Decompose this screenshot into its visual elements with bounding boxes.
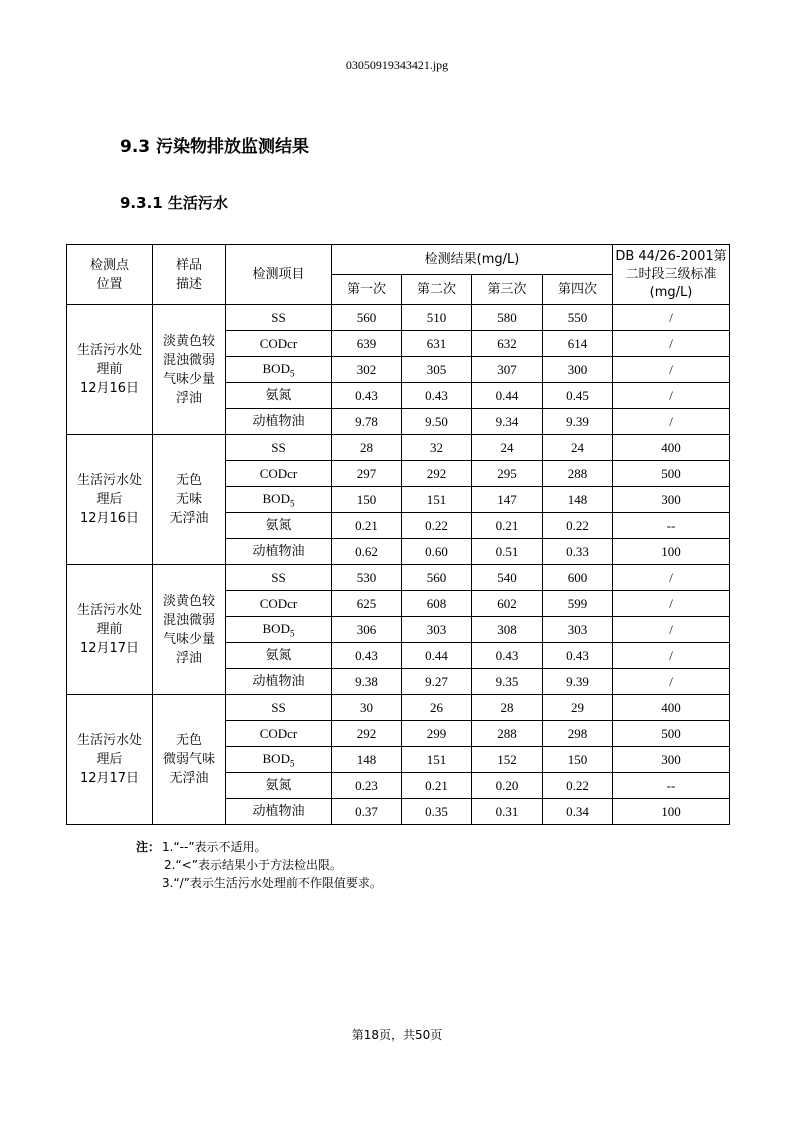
- value-cell: 151: [402, 747, 472, 773]
- value-cell: 152: [472, 747, 543, 773]
- value-cell: 0.33: [543, 539, 613, 565]
- header-sample: [153, 245, 226, 305]
- value-cell: 540: [472, 565, 543, 591]
- value-cell: 0.43: [332, 383, 402, 409]
- item-label: SS: [271, 569, 286, 585]
- header-results: 检测结果(mg/L): [332, 245, 613, 275]
- notes: [136, 838, 382, 892]
- item-label: 动植物油: [252, 544, 305, 559]
- item-label: CODcr: [259, 595, 298, 611]
- item-cell: [226, 357, 332, 383]
- item-cell: [226, 773, 332, 799]
- value-cell: 9.39: [543, 409, 613, 435]
- value-cell: 302: [332, 357, 402, 383]
- standard-cell: 400: [613, 435, 730, 461]
- value-cell: 147: [472, 487, 543, 513]
- item-cell: [226, 539, 332, 565]
- standard-cell: 300: [613, 487, 730, 513]
- value-cell: 303: [543, 617, 613, 643]
- table-row: [67, 565, 730, 591]
- item-label: CODcr: [259, 335, 298, 351]
- note-item: 1.“--”表示不适用。: [162, 840, 267, 854]
- value-cell: 0.31: [472, 799, 543, 825]
- value-cell: 510: [402, 305, 472, 331]
- item-label: BOD: [262, 490, 290, 506]
- note-item: 3.“/”表示生活污水处理前不作限值要求。: [162, 876, 382, 890]
- value-cell: 0.21: [472, 513, 543, 539]
- value-cell: 9.50: [402, 409, 472, 435]
- value-cell: 26: [402, 695, 472, 721]
- value-cell: 299: [402, 721, 472, 747]
- item-label: 动植物油: [252, 804, 305, 819]
- standard-cell: /: [613, 409, 730, 435]
- note-item: 2.“<”表示结果小于方法检出限。: [164, 858, 342, 872]
- value-cell: 0.60: [402, 539, 472, 565]
- value-cell: 24: [543, 435, 613, 461]
- item-label: 氨氮: [265, 388, 292, 403]
- value-cell: 550: [543, 305, 613, 331]
- item-subscript: 5: [289, 628, 295, 639]
- standard-cell: /: [613, 305, 730, 331]
- value-cell: 0.43: [402, 383, 472, 409]
- value-cell: 0.44: [402, 643, 472, 669]
- description-cell: 淡黄色较混浊微弱气味少量浮油: [153, 305, 226, 435]
- standard-cell: 400: [613, 695, 730, 721]
- value-cell: 0.51: [472, 539, 543, 565]
- value-cell: 0.22: [543, 513, 613, 539]
- item-label: BOD: [262, 750, 290, 766]
- item-cell: [226, 513, 332, 539]
- item-cell: [226, 435, 332, 461]
- value-cell: 288: [543, 461, 613, 487]
- value-cell: 0.21: [332, 513, 402, 539]
- notes-label: 注：: [136, 840, 161, 854]
- item-label: 氨氮: [265, 518, 292, 533]
- standard-cell: /: [613, 357, 730, 383]
- item-cell: [226, 799, 332, 825]
- standard-cell: 500: [613, 721, 730, 747]
- page-header-filename: 03050919343421.jpg: [345, 58, 449, 72]
- value-cell: 530: [332, 565, 402, 591]
- item-label: 动植物油: [252, 674, 305, 689]
- value-cell: 9.39: [543, 669, 613, 695]
- item-label: 氨氮: [265, 778, 292, 793]
- value-cell: 0.37: [332, 799, 402, 825]
- item-subscript: 5: [289, 368, 295, 379]
- value-cell: 0.23: [332, 773, 402, 799]
- results-table-body: [67, 305, 730, 825]
- value-cell: 150: [332, 487, 402, 513]
- value-cell: 297: [332, 461, 402, 487]
- value-cell: 148: [543, 487, 613, 513]
- standard-cell: 500: [613, 461, 730, 487]
- standard-cell: /: [613, 617, 730, 643]
- value-cell: 9.78: [332, 409, 402, 435]
- results-table: [66, 244, 730, 825]
- description-cell: 无色 微弱气味 无浮油: [153, 695, 226, 825]
- table-row: [67, 305, 730, 331]
- value-cell: 0.43: [472, 643, 543, 669]
- value-cell: 28: [332, 435, 402, 461]
- header-sample-text: 样品 描述: [175, 257, 202, 292]
- value-cell: 32: [402, 435, 472, 461]
- subsection-title: 9.3.1 生活污水: [120, 194, 228, 212]
- value-cell: 0.35: [402, 799, 472, 825]
- value-cell: 632: [472, 331, 543, 357]
- item-cell: [226, 643, 332, 669]
- value-cell: 306: [332, 617, 402, 643]
- value-cell: 300: [543, 357, 613, 383]
- page-footer: 第18页，共50页: [351, 1028, 443, 1042]
- value-cell: 608: [402, 591, 472, 617]
- description-cell: 无色 无味 无浮油: [153, 435, 226, 565]
- value-cell: 150: [543, 747, 613, 773]
- item-label: CODcr: [259, 725, 298, 741]
- item-cell: [226, 565, 332, 591]
- header-round-4: 第四次: [543, 275, 613, 305]
- item-cell: [226, 409, 332, 435]
- item-cell: [226, 305, 332, 331]
- location-cell: 生活污水处理后 12月17日: [67, 695, 153, 825]
- item-label: SS: [271, 439, 286, 455]
- header-point: [67, 245, 153, 305]
- standard-cell: /: [613, 669, 730, 695]
- value-cell: 0.21: [402, 773, 472, 799]
- item-subscript: 5: [289, 758, 295, 769]
- item-cell: [226, 617, 332, 643]
- value-cell: 0.43: [332, 643, 402, 669]
- value-cell: 305: [402, 357, 472, 383]
- value-cell: 560: [402, 565, 472, 591]
- item-cell: [226, 669, 332, 695]
- item-cell: [226, 591, 332, 617]
- value-cell: 9.38: [332, 669, 402, 695]
- item-label: BOD: [262, 620, 290, 636]
- value-cell: 0.43: [543, 643, 613, 669]
- section-title: 9.3 污染物排放监测结果: [120, 137, 310, 157]
- value-cell: 0.62: [332, 539, 402, 565]
- standard-cell: 300: [613, 747, 730, 773]
- item-label: 氨氮: [265, 648, 292, 663]
- header-standard: [613, 245, 730, 305]
- value-cell: 148: [332, 747, 402, 773]
- item-cell: [226, 695, 332, 721]
- value-cell: 0.22: [543, 773, 613, 799]
- item-label: 动植物油: [252, 414, 305, 429]
- value-cell: 580: [472, 305, 543, 331]
- value-cell: 639: [332, 331, 402, 357]
- value-cell: 288: [472, 721, 543, 747]
- value-cell: 28: [472, 695, 543, 721]
- value-cell: 625: [332, 591, 402, 617]
- value-cell: 307: [472, 357, 543, 383]
- value-cell: 631: [402, 331, 472, 357]
- description-cell: 淡黄色较混浊微弱气味少量浮油: [153, 565, 226, 695]
- header-point-text: 检测点 位置: [89, 257, 129, 292]
- item-cell: [226, 461, 332, 487]
- header-item: 检测项目: [226, 245, 332, 305]
- value-cell: 303: [402, 617, 472, 643]
- header-round-2: 第二次: [402, 275, 472, 305]
- standard-cell: --: [613, 773, 730, 799]
- location-cell: 生活污水处理前 12月16日: [67, 305, 153, 435]
- value-cell: 560: [332, 305, 402, 331]
- value-cell: 0.22: [402, 513, 472, 539]
- header-round-1: 第一次: [332, 275, 402, 305]
- standard-cell: /: [613, 383, 730, 409]
- value-cell: 602: [472, 591, 543, 617]
- value-cell: 0.20: [472, 773, 543, 799]
- header-standard-text: DB 44/26-2001第二时段三级标准(mg/L): [615, 248, 727, 300]
- location-cell: 生活污水处理前 12月17日: [67, 565, 153, 695]
- standard-cell: 100: [613, 799, 730, 825]
- item-cell: [226, 721, 332, 747]
- item-label: CODcr: [259, 465, 298, 481]
- value-cell: 24: [472, 435, 543, 461]
- location-cell: 生活污水处理后 12月16日: [67, 435, 153, 565]
- value-cell: 308: [472, 617, 543, 643]
- value-cell: 0.45: [543, 383, 613, 409]
- value-cell: 292: [402, 461, 472, 487]
- table-row: [67, 435, 730, 461]
- standard-cell: --: [613, 513, 730, 539]
- standard-cell: /: [613, 331, 730, 357]
- item-cell: [226, 747, 332, 773]
- item-cell: [226, 331, 332, 357]
- value-cell: 292: [332, 721, 402, 747]
- value-cell: 298: [543, 721, 613, 747]
- item-subscript: 5: [289, 498, 295, 509]
- header-round-3: 第三次: [472, 275, 543, 305]
- value-cell: 295: [472, 461, 543, 487]
- value-cell: 9.34: [472, 409, 543, 435]
- standard-cell: 100: [613, 539, 730, 565]
- table-row: [67, 695, 730, 721]
- standard-cell: /: [613, 591, 730, 617]
- notes-list: [162, 838, 382, 892]
- item-label: SS: [271, 309, 286, 325]
- value-cell: 614: [543, 331, 613, 357]
- value-cell: 29: [543, 695, 613, 721]
- value-cell: 151: [402, 487, 472, 513]
- value-cell: 9.27: [402, 669, 472, 695]
- value-cell: 0.34: [543, 799, 613, 825]
- value-cell: 599: [543, 591, 613, 617]
- item-cell: [226, 383, 332, 409]
- value-cell: 9.35: [472, 669, 543, 695]
- value-cell: 30: [332, 695, 402, 721]
- item-label: BOD: [262, 360, 290, 376]
- item-cell: [226, 487, 332, 513]
- standard-cell: /: [613, 565, 730, 591]
- value-cell: 600: [543, 565, 613, 591]
- item-label: SS: [271, 699, 286, 715]
- value-cell: 0.44: [472, 383, 543, 409]
- standard-cell: /: [613, 643, 730, 669]
